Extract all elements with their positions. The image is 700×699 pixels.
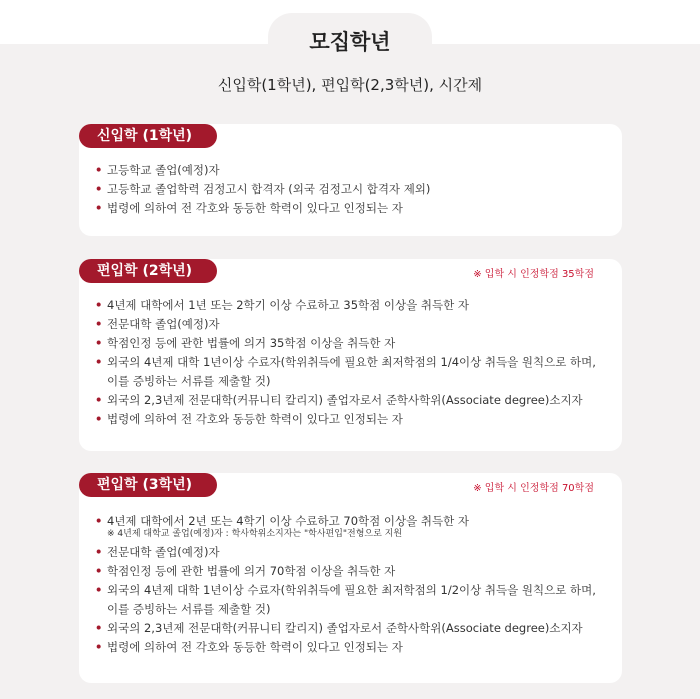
page-title: 모집학년 [309,30,391,54]
bullet-icon: • [95,583,103,597]
list-item-text: 학점인정 등에 관한 법률에 의거 35학점 이상을 취득한 자 [107,336,396,350]
list-item-text: 외국의 4년제 대학 1년이상 수료자(학위취득에 필요한 최저학점의 1/2이상 취득을 원칙으로 하며, [107,583,596,597]
requirement-list [95,296,610,429]
section-card-transfer-2nd-year [79,259,622,451]
list-item-text: 고등학교 졸업학력 검정고시 합격자 (외국 검정고시 합격자 제외) [107,182,431,196]
bullet-icon: • [95,393,103,407]
section-card-freshman [79,124,622,236]
list-item [95,180,610,199]
list-item-text: 전문대학 졸업(예정)자 [107,545,220,559]
list-item-text: 외국의 2,3년제 전문대학(커뮤니티 칼리지) 졸업자로서 준학사학위(Associate degree)소지자 [107,393,583,407]
list-item [95,296,610,315]
list-item [95,581,610,619]
list-item-text: 외국의 4년제 대학 1년이상 수료자(학위취득에 필요한 최저학점의 1/4이상 취득을 원칙으로 하며, [107,355,596,369]
list-item-subnote: ※ 4년제 대학교 졸업(예정)자 : 학사학위소지자는 "학사편입"전형으로 지원 [107,529,403,539]
credit-note: ※ 입학 시 인정학점 35학점 [473,269,594,280]
page-subtitle: 신입학(1학년), 편입학(2,3학년), 시간제 [217,76,483,94]
requirement-list [95,512,610,657]
list-item [95,619,610,638]
section-card-transfer-3rd-year [79,473,622,683]
bullet-icon: • [95,514,103,528]
list-item-text: 학점인정 등에 관한 법률에 의거 70학점 이상을 취득한 자 [107,564,396,578]
list-item-text: 외국의 2,3년제 전문대학(커뮤니티 칼리지) 졸업자로서 준학사학위(Associate degree)소지자 [107,621,583,635]
list-item-text: 전문대학 졸업(예정)자 [107,317,220,331]
list-item-text: 법령에 의하여 전 각호와 동등한 학력이 있다고 인정되는 자 [107,412,403,426]
bullet-icon: • [95,317,103,331]
list-item [95,199,610,218]
section-label-transfer-3rd-year: 편입학 (3학년) [79,473,217,497]
list-item [95,543,610,562]
credit-note: ※ 입학 시 인정학점 70학점 [473,483,594,494]
list-item-text: 고등학교 졸업(예정)자 [107,163,220,177]
list-item [95,334,610,353]
list-item-text: 4년제 대학에서 2년 또는 4학기 이상 수료하고 70학점 이상을 취득한 자 [107,514,469,528]
list-item-text: 법령에 의하여 전 각호와 동등한 학력이 있다고 인정되는 자 [107,201,403,215]
list-item [95,391,610,410]
section-label-transfer-2nd-year: 편입학 (2학년) [79,259,217,283]
bullet-icon: • [95,355,103,369]
list-item [95,161,610,180]
bullet-icon: • [95,564,103,578]
section-label-freshman: 신입학 (1학년) [79,124,217,148]
bullet-icon: • [95,182,103,196]
list-item-text: 법령에 의하여 전 각호와 동등한 학력이 있다고 인정되는 자 [107,640,403,654]
list-item [95,315,610,334]
bullet-icon: • [95,336,103,350]
list-item [95,353,610,391]
list-item [95,638,610,657]
list-item [95,562,610,581]
bullet-icon: • [95,298,103,312]
bullet-icon: • [95,545,103,559]
list-item [95,410,610,429]
requirement-list [95,161,610,218]
title-tab [268,13,432,61]
bullet-icon: • [95,621,103,635]
list-item-text-continued: 이를 증빙하는 서류를 제출할 것) [107,374,271,388]
bullet-icon: • [95,640,103,654]
bullet-icon: • [95,412,103,426]
list-item-text-continued: 이를 증빙하는 서류를 제출할 것) [107,602,271,616]
bullet-icon: • [95,163,103,177]
list-item-text: 4년제 대학에서 1년 또는 2학기 이상 수료하고 35학점 이상을 취득한 자 [107,298,469,312]
bullet-icon: • [95,201,103,215]
